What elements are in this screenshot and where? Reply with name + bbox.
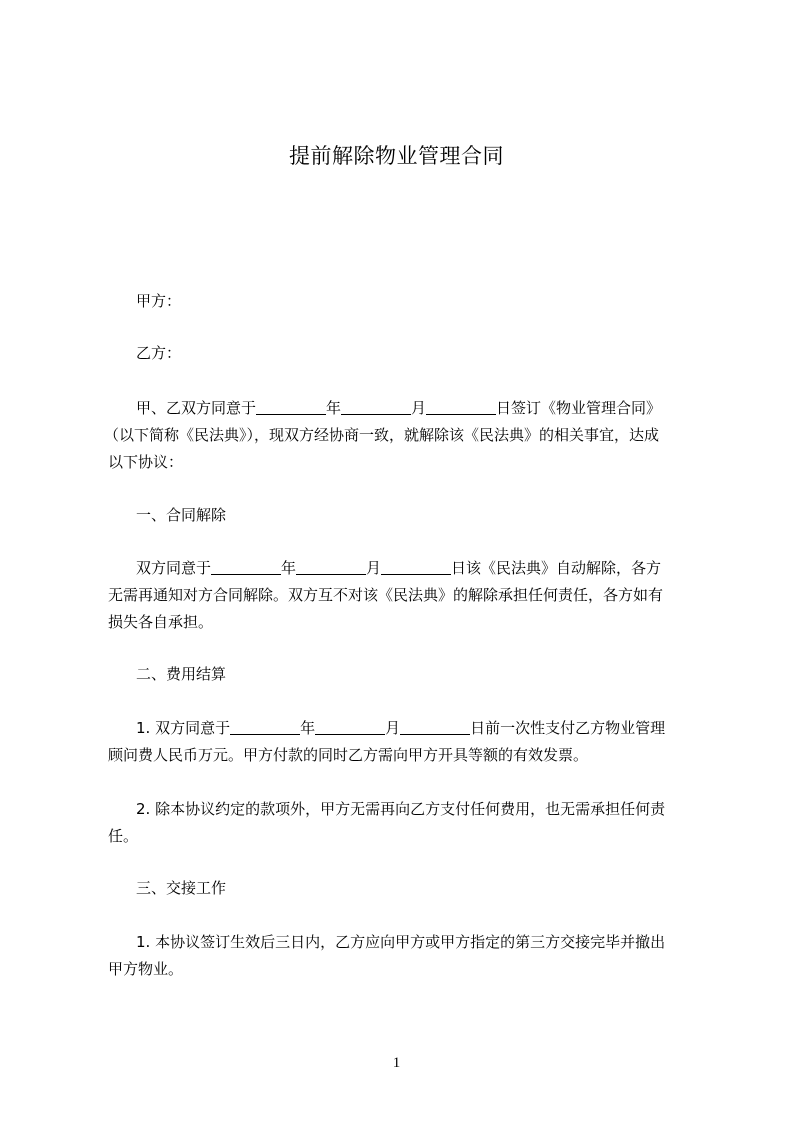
- intro-line-1: [108, 395, 736, 422]
- intro-text-end: 日签订《物业管理合同》: [496, 399, 662, 417]
- party-a-label: 甲方：: [136, 292, 182, 310]
- section-2-heading: 二、费用结算: [136, 665, 227, 683]
- party-b-line: [108, 340, 736, 367]
- intro-text: 甲、乙双方同意于: [136, 399, 257, 417]
- document-title: 提前解除物业管理合同: [289, 144, 504, 168]
- year-label: 年: [281, 559, 297, 577]
- s1-text-end: 日该《民法典》自动解除，各方: [451, 559, 662, 577]
- s1-line-2: 无需再通知对方合同解除。双方互不对该《民法典》的解除承担任何责任，各方如有: [108, 586, 664, 604]
- year-label: 年: [300, 719, 316, 737]
- s2-item-2-line-1: 2. 除本协议约定的款项外，甲方无需再向乙方支付任何费用，也无需承担任何责: [136, 800, 666, 818]
- month-label: 月: [411, 399, 427, 417]
- s2-item-2-line-2: 任。: [108, 827, 139, 845]
- s2-item-1-text: 1. 双方同意于: [136, 719, 231, 737]
- s2-item-1-line-2: 顾问费人民币万元。甲方付款的同时乙方需向甲方开具等额的有效发票。: [108, 746, 589, 764]
- section-3-heading: 三、交接工作: [136, 879, 227, 897]
- year-label: 年: [326, 399, 342, 417]
- month-blank: [315, 720, 385, 735]
- s3-item-1-line-1: 1. 本协议签订生效后三日内，乙方应向甲方或甲方指定的第三方交接完毕并撤出: [136, 933, 666, 951]
- s2-item-1-text-end: 日前一次性支付乙方物业管理: [470, 719, 666, 737]
- year-blank: [256, 400, 326, 415]
- intro-line-2: （以下简称《民法典》），现双方经协商一致，就解除该《民法典》的相关事宜，达成: [104, 426, 660, 444]
- s1-text: 双方同意于: [136, 559, 212, 577]
- month-label: 月: [366, 559, 382, 577]
- section-1-heading: 一、合同解除: [136, 506, 227, 524]
- s1-line-3: 损失各自承担。: [108, 613, 214, 631]
- year-blank: [230, 720, 300, 735]
- s3-item-1-line-2: 甲方物业。: [108, 960, 184, 978]
- month-blank: [296, 560, 366, 575]
- party-a-line: [108, 288, 736, 315]
- page-number: 1: [392, 1055, 401, 1071]
- s2-item-1-line-1: [108, 715, 736, 742]
- s1-line-1: [108, 555, 736, 582]
- intro-line-3: 以下协议：: [108, 453, 184, 471]
- party-b-label: 乙方：: [136, 344, 182, 362]
- day-blank: [400, 720, 470, 735]
- month-blank: [341, 400, 411, 415]
- day-blank: [426, 400, 496, 415]
- month-label: 月: [385, 719, 401, 737]
- year-blank: [211, 560, 281, 575]
- day-blank: [381, 560, 451, 575]
